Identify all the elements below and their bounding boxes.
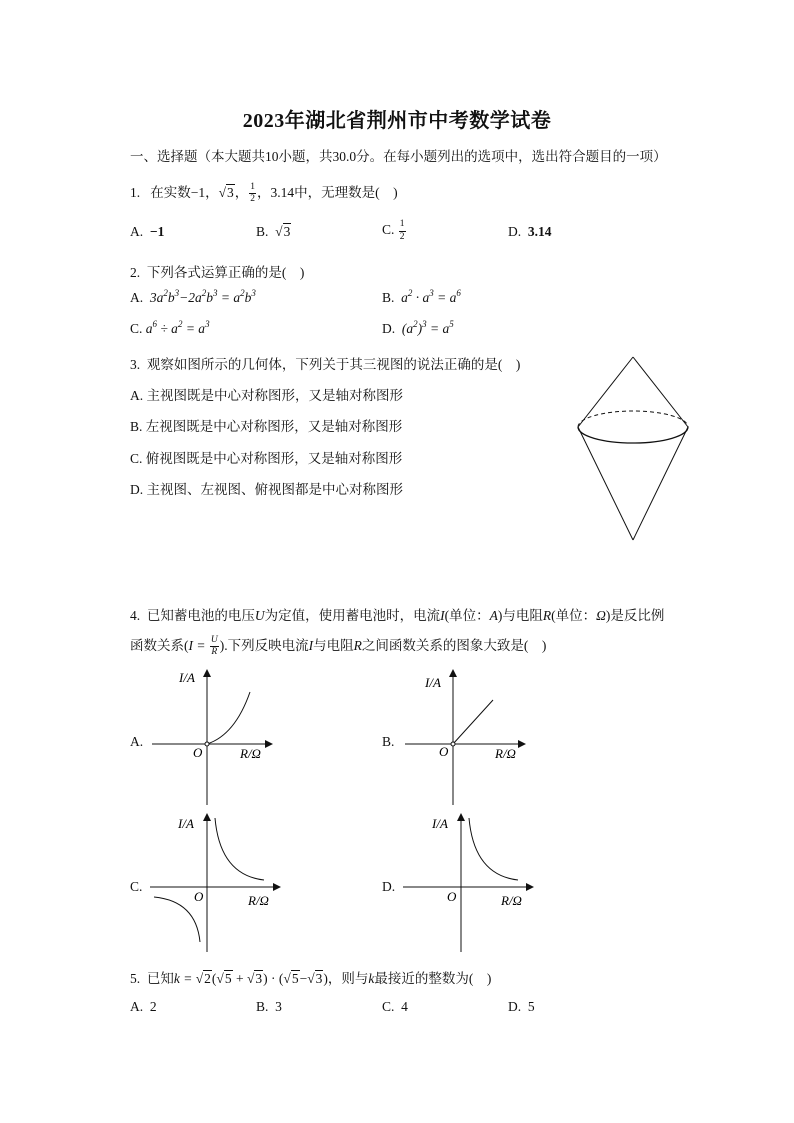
option-c[interactable]: C. 俯视图既是中心对称图形，又是轴对称图形 — [130, 451, 403, 466]
option-d[interactable]: D. — [382, 879, 396, 894]
svg-text:O: O — [194, 889, 204, 904]
question-4: 4. 已知蓄电池的电压U为定值，使用蓄电池时，电流I(单位：A)与电阻R(单位：Ω)是反比例 — [130, 608, 665, 623]
svg-text:I/A: I/A — [425, 675, 441, 690]
option-b[interactable]: B. $a^2 \cdot a^3 = a^6$ — [382, 288, 461, 305]
section-heading: 一、选择题（本大题共10小题，共30.0分。在每小题列出的选项中，选出符合题目的一项） — [130, 149, 667, 164]
svg-text:R/Ω: R/Ω — [501, 893, 522, 908]
svg-text:I/A: I/A — [179, 670, 195, 685]
option-a[interactable]: A. 主视图既是中心对称图形，又是轴对称图形 — [130, 388, 403, 403]
svg-text:R/Ω: R/Ω — [240, 746, 261, 761]
svg-text:O: O — [447, 889, 457, 904]
sqrt-expression: √3 — [218, 185, 234, 200]
question-stem: 在实数−1， — [150, 185, 219, 200]
option-c[interactable]: C. $a^6 \div a^2 = a^3$ — [130, 319, 210, 336]
question-stem: 观察如图所示的几何体，下列关于其三视图的说法正确的是( ) — [146, 357, 521, 372]
option-a[interactable]: A. $3a^2b^3-2a^2b^3 = a^2b^3$ — [130, 288, 256, 305]
question-stem-end: 3.14中，无理数是( ) — [270, 185, 398, 200]
option-a[interactable]: A. — [130, 734, 144, 749]
option-d[interactable]: D. $(a^2)^3 = a^5$ — [382, 319, 454, 336]
svg-text:O: O — [193, 745, 203, 760]
option-a[interactable]: A. 2 — [130, 999, 157, 1014]
svg-text:I/A: I/A — [178, 816, 194, 831]
option-b[interactable]: B. √3 — [256, 224, 291, 239]
option-c[interactable]: C. — [130, 879, 143, 894]
option-d[interactable]: D. 主视图、左视图、俯视图都是中心对称图形 — [130, 482, 403, 497]
option-c[interactable]: C. 4 — [382, 999, 408, 1014]
svg-text:I/A: I/A — [432, 816, 448, 831]
option-c[interactable]: C. $\frac{1}{2}$ — [382, 219, 405, 242]
svg-text:R/Ω: R/Ω — [248, 893, 269, 908]
fraction: $\frac{1}{2}$ — [250, 181, 256, 205]
question-5: 5. 已知k = √2(√5 + √3) · (√5−√3)，则与k最接近的整数为( ) — [130, 971, 492, 986]
question-3: 3. 观察如图所示的几何体，下列关于其三视图的说法正确的是( ) — [130, 357, 521, 372]
option-b[interactable]: B. 左视图既是中心对称图形，又是轴对称图形 — [130, 419, 403, 434]
option-a[interactable]: A. −1 — [130, 224, 165, 239]
svg-text:R/Ω: R/Ω — [495, 746, 516, 761]
page-title: 2023年湖北省荆州市中考数学试卷 — [242, 110, 552, 132]
question-stem: 下列各式运算正确的是( ) — [146, 265, 305, 280]
question-4-line2: 函数关系(I = $\frac{U}{R}$ ).下列反映电流I与电阻R之间函数关系的图象大致是( ) — [130, 634, 547, 658]
question-number: 1. — [130, 185, 141, 200]
option-b[interactable]: B. — [382, 734, 395, 749]
question-2: 2. 下列各式运算正确的是( ) — [130, 265, 305, 280]
question-1: 1. 在实数−1，√3， $\frac{1}{2}$ ，3.14中，无理数是( ) — [130, 181, 398, 205]
option-d[interactable]: D. 5 — [508, 999, 535, 1014]
option-b[interactable]: B. 3 — [256, 999, 282, 1014]
option-d[interactable]: D. 3.14 — [508, 224, 552, 239]
svg-text:O: O — [439, 744, 449, 759]
